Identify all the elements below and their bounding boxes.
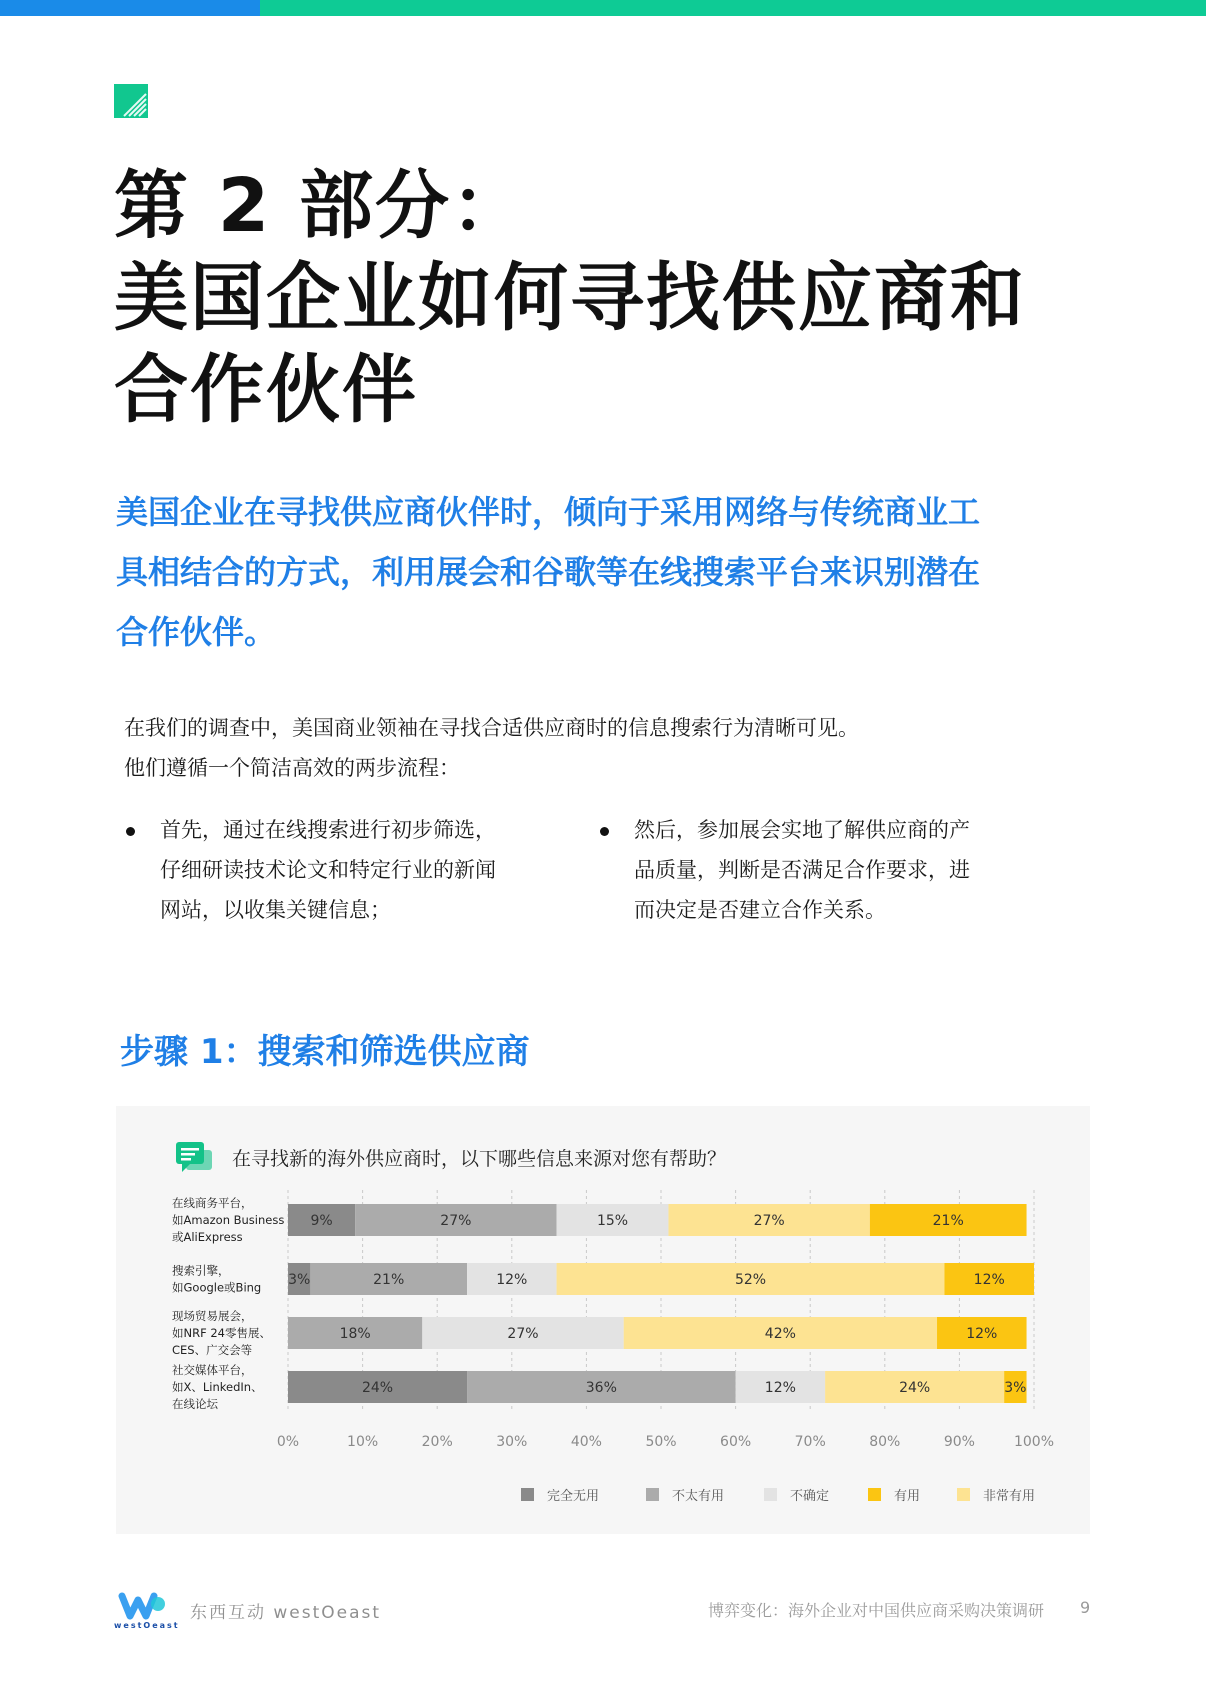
x-tick-label: 0% <box>276 1434 300 1450</box>
data-label: 24% <box>899 1380 931 1396</box>
intro-paragraph <box>124 708 1084 788</box>
legend-swatch <box>957 1488 970 1501</box>
x-tick-label: 90% <box>943 1434 975 1450</box>
top-accent-bar <box>0 0 1206 16</box>
category-label: 搜索引擎， <box>172 1263 230 1278</box>
x-tick-label: 20% <box>421 1434 453 1450</box>
legend-swatch <box>764 1488 777 1501</box>
data-label: 12% <box>764 1380 796 1396</box>
lead-line-1: 美国企业在寻找供应商伙伴时，倾向于采用网络与传统商业工 <box>116 493 981 531</box>
category-label: 现场贸易展会， <box>172 1309 253 1323</box>
data-label: 9% <box>310 1213 333 1229</box>
bullet-2-line-2: 品质量，判断是否满足合作要求，进 <box>634 858 970 882</box>
step-title: 步骤 1：搜索和筛选供应商 <box>120 1032 530 1072</box>
x-tick-label: 10% <box>347 1434 379 1450</box>
data-label: 15% <box>596 1213 629 1229</box>
data-label: 21% <box>373 1272 405 1288</box>
bullet-1-line-3: 网站，以收集关键信息； <box>160 898 391 922</box>
legend-swatch <box>521 1488 534 1501</box>
lead-paragraph <box>116 482 1076 662</box>
chart-card <box>116 1106 1090 1534</box>
top-accent-bar-blue <box>0 0 260 16</box>
lead-line-3: 合作伙伴。 <box>116 613 277 651</box>
legend-label: 不确定 <box>790 1489 830 1504</box>
data-label: 18% <box>339 1326 371 1342</box>
bullet-item-2 <box>634 810 1054 930</box>
page-title-line-2: 美国企业如何寻找供应商和 <box>114 255 1026 341</box>
page-title-line-1: 第 2 部分： <box>114 163 528 249</box>
data-label: 24% <box>361 1380 394 1396</box>
category-label: CES、广交会等 <box>172 1343 253 1357</box>
footer-brand: 东西互动 westOeast <box>190 1603 382 1623</box>
category-label: 社交媒体平台， <box>172 1363 253 1377</box>
bullet-dot <box>600 827 609 836</box>
bullet-item-1 <box>160 810 570 930</box>
x-tick-label: 30% <box>496 1434 528 1450</box>
category-label: 如NRF 24零售展、 <box>172 1326 271 1340</box>
legend-swatch <box>868 1488 881 1501</box>
category-label: 如Google或Bing <box>172 1280 262 1295</box>
top-accent-bar-green <box>260 0 1206 16</box>
data-label: 52% <box>734 1272 767 1288</box>
x-tick-label: 100% <box>1013 1434 1055 1450</box>
legend-label: 不太有用 <box>672 1489 725 1504</box>
x-tick-label: 50% <box>645 1434 677 1450</box>
intro-line-1: 在我们的调查中，美国商业领袖在寻找合适供应商时的信息搜索行为清晰可见。 <box>124 716 859 740</box>
page-title <box>114 160 1114 436</box>
category-label: 在线商务平台， <box>172 1196 253 1210</box>
data-label: 27% <box>753 1213 785 1229</box>
x-tick-label: 80% <box>869 1434 901 1450</box>
data-label: 27% <box>507 1326 539 1342</box>
page-title-line-3: 合作伙伴 <box>114 347 418 433</box>
data-label: 3% <box>1004 1380 1027 1396</box>
footer-report-title: 博弈变化：海外企业对中国供应商采购决策调研 <box>707 1601 1044 1620</box>
x-tick-label: 40% <box>570 1434 602 1450</box>
data-label: 12% <box>966 1326 998 1342</box>
category-label: 如X、LinkedIn、 <box>172 1380 263 1394</box>
bullet-2-line-3: 而决定是否建立合作关系。 <box>634 898 886 922</box>
lead-line-2: 具相结合的方式，利用展会和谷歌等在线搜索平台来识别潜在 <box>116 553 981 591</box>
bullet-1-line-2: 仔细研读技术论文和特定行业的新闻 <box>160 858 496 882</box>
category-label: 或AliExpress <box>172 1230 243 1244</box>
data-label: 21% <box>932 1213 964 1229</box>
section-marker-icon <box>114 84 148 118</box>
legend-label: 完全无用 <box>547 1489 600 1504</box>
data-label: 12% <box>973 1272 1005 1288</box>
bullet-dot <box>126 827 135 836</box>
category-label: 在线论坛 <box>172 1397 218 1411</box>
stacked-bar-chart <box>116 1106 1090 1534</box>
bullet-2-line-1: 然后，参加展会实地了解供应商的产 <box>634 818 970 842</box>
legend-label: 有用 <box>894 1489 921 1504</box>
data-label: 36% <box>585 1380 617 1396</box>
data-label: 27% <box>440 1213 472 1229</box>
data-label: 12% <box>496 1272 528 1288</box>
page-number: 9 <box>1080 1598 1091 1617</box>
category-label: 如Amazon Business <box>172 1213 285 1227</box>
legend-swatch <box>646 1488 659 1501</box>
bullet-1-line-1: 首先，通过在线搜索进行初步筛选， <box>160 818 496 842</box>
footer-logo-text: westOeast <box>114 1621 180 1630</box>
data-label: 3% <box>288 1272 311 1288</box>
legend-label: 非常有用 <box>983 1489 1036 1504</box>
data-label: 42% <box>764 1326 796 1342</box>
chart-question: 在寻找新的海外供应商时，以下哪些信息来源对您有帮助？ <box>232 1148 727 1170</box>
x-tick-label: 60% <box>720 1434 752 1450</box>
x-tick-label: 70% <box>794 1434 826 1450</box>
intro-line-2: 他们遵循一个简洁高效的两步流程： <box>124 756 460 780</box>
